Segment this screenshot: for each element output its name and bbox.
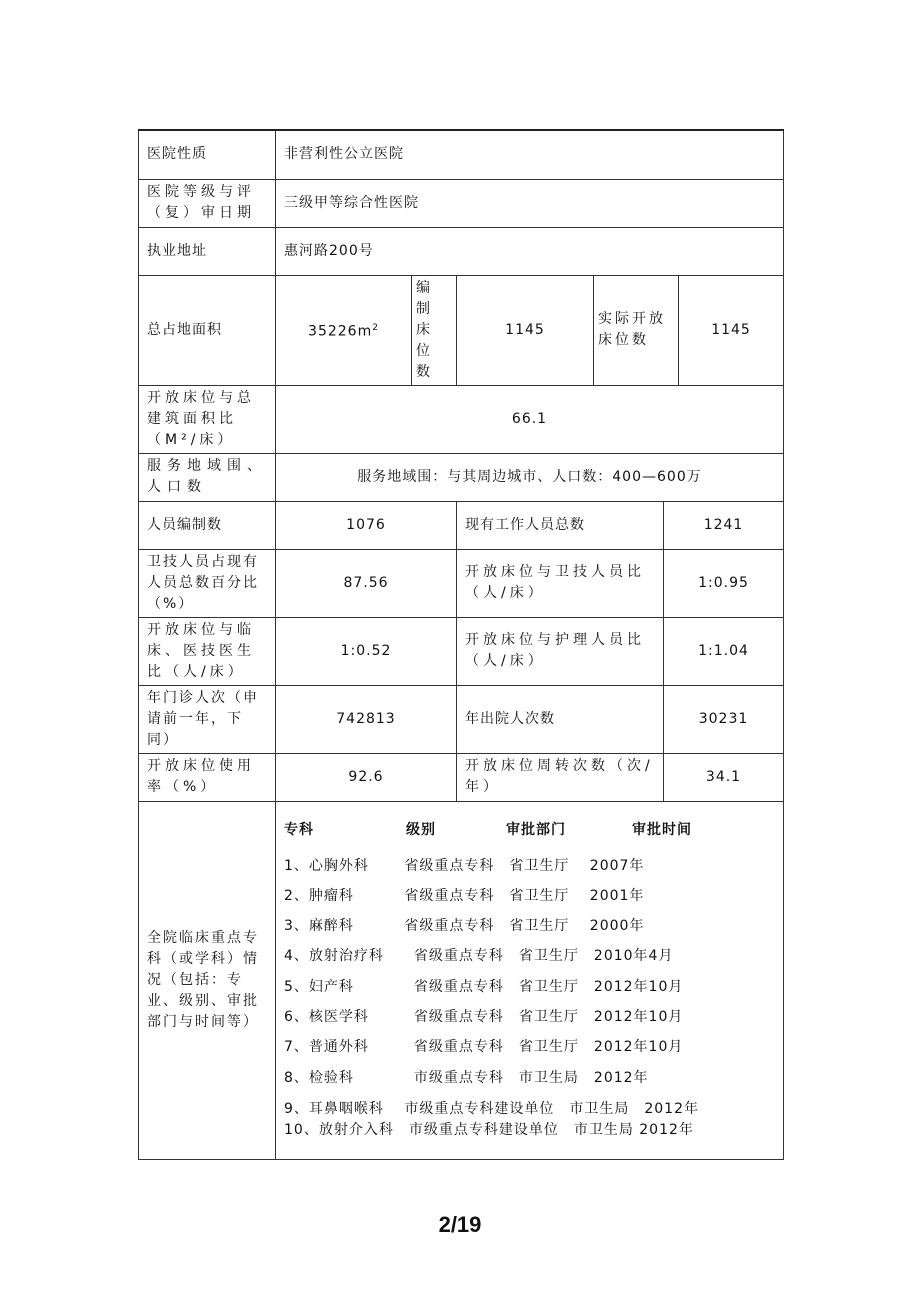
specialty-item: 2、肿瘤科 省级重点专科 省卫生厅 2001年 xyxy=(284,887,645,904)
row-usage xyxy=(139,753,784,801)
specialty-item: 3、麻醉科 省级重点专科 省卫生厅 2000年 xyxy=(284,918,645,935)
header-date: 审批时间 xyxy=(632,821,692,838)
label-open-beds: 实际开放床位数 xyxy=(594,275,679,385)
label-usage: 开放床位使用率（%） xyxy=(139,753,276,801)
value-ratio-area: 66.1 xyxy=(276,385,784,453)
row-clinical xyxy=(139,617,784,685)
value-turnover: 34.1 xyxy=(664,753,784,801)
label-specialties: 全院临床重点专科（或学科）情况（包括：专业、级别、审批部门与时间等） xyxy=(139,801,276,1159)
value-service: 服务地域围：与其周边城市、人口数：400—600万 xyxy=(276,453,784,501)
value-outpatient: 742813 xyxy=(276,685,457,753)
label-address: 执业地址 xyxy=(139,227,276,275)
value-health-pct: 87.56 xyxy=(276,549,457,617)
specialty-item: 4、放射治疗科 省级重点专科 省卫生厅 2010年4月 xyxy=(284,948,674,965)
value-area xyxy=(276,275,412,385)
row-ratio-area xyxy=(139,385,784,453)
label-clinical: 开放床位与临床、医技医生比（人/床） xyxy=(139,617,276,685)
specialty-item: 8、检验科 市级重点专科 市卫生局 2012年 xyxy=(284,1069,649,1086)
value-address: 惠河路200号 xyxy=(276,227,784,275)
row-grade xyxy=(139,179,784,227)
label-bed-nurse-ratio: 开放床位与护理人员比（人/床） xyxy=(457,617,664,685)
row-outpatient xyxy=(139,685,784,753)
row-health-pct xyxy=(139,549,784,617)
value-open-beds: 1145 xyxy=(679,275,784,385)
label-ratio-area: 开放床位与总建筑面积比（M²/床） xyxy=(139,385,276,453)
label-health-pct: 卫技人员占现有人员总数百分比（%） xyxy=(139,549,276,617)
header-level: 级别 xyxy=(406,821,436,838)
value-bed-health-ratio: 1:0.95 xyxy=(664,549,784,617)
row-address xyxy=(139,227,784,275)
label-beds: 编制床位数 xyxy=(412,275,457,385)
label-service: 服务地域围、人口数 xyxy=(139,453,276,501)
specialties-list xyxy=(276,801,784,1159)
value-discharge: 30231 xyxy=(664,685,784,753)
label-grade: 医院等级与评（复）审日期 xyxy=(139,179,276,227)
specialty-item: 6、核医学科 省级重点专科 省卫生厅 2012年10月 xyxy=(284,1008,684,1025)
specialty-item: 1、心胸外科 省级重点专科 省卫生厅 2007年 xyxy=(284,857,645,874)
area-number: 35226m xyxy=(308,323,373,340)
hospital-info-table xyxy=(138,129,784,1160)
value-nature: 非营利性公立医院 xyxy=(276,130,784,179)
label-bed-health-ratio: 开放床位与卫技人员比（人/床） xyxy=(457,549,664,617)
row-nature xyxy=(139,130,784,179)
label-discharge: 年出院人次数 xyxy=(457,685,664,753)
value-usage: 92.6 xyxy=(276,753,457,801)
header-dept: 审批部门 xyxy=(506,821,566,838)
page-number: 2/19 xyxy=(438,1212,482,1237)
value-beds: 1145 xyxy=(457,275,594,385)
value-staff: 1076 xyxy=(276,501,457,549)
row-area xyxy=(139,275,784,385)
value-current-staff: 1241 xyxy=(664,501,784,549)
specialty-item: 7、普通外科 省级重点专科 省卫生厅 2012年10月 xyxy=(284,1039,684,1056)
row-service xyxy=(139,453,784,501)
row-staff xyxy=(139,501,784,549)
label-staff: 人员编制数 xyxy=(139,501,276,549)
row-specialties xyxy=(139,801,784,1159)
specialty-item: 5、妇产科 省级重点专科 省卫生厅 2012年10月 xyxy=(284,978,684,995)
label-nature: 医院性质 xyxy=(139,130,276,179)
area-unit-sup: 2 xyxy=(372,322,379,333)
specialty-item: 9、耳鼻咽喉科 市级重点专科建设单位 市卫生局 2012年 xyxy=(284,1100,699,1117)
header-specialty: 专科 xyxy=(284,821,314,838)
label-area: 总占地面积 xyxy=(139,275,276,385)
specialty-item: 10、放射介入科 市级重点专科建设单位 市卫生局 2012年 xyxy=(284,1121,694,1138)
value-clinical: 1:0.52 xyxy=(276,617,457,685)
value-bed-nurse-ratio: 1:1.04 xyxy=(664,617,784,685)
label-current-staff: 现有工作人员总数 xyxy=(457,501,664,549)
specialties-header xyxy=(284,820,775,841)
label-outpatient: 年门诊人次（申请前一年，下同） xyxy=(139,685,276,753)
label-turnover: 开放床位周转次数（次/年） xyxy=(457,753,664,801)
value-grade: 三级甲等综合性医院 xyxy=(276,179,784,227)
